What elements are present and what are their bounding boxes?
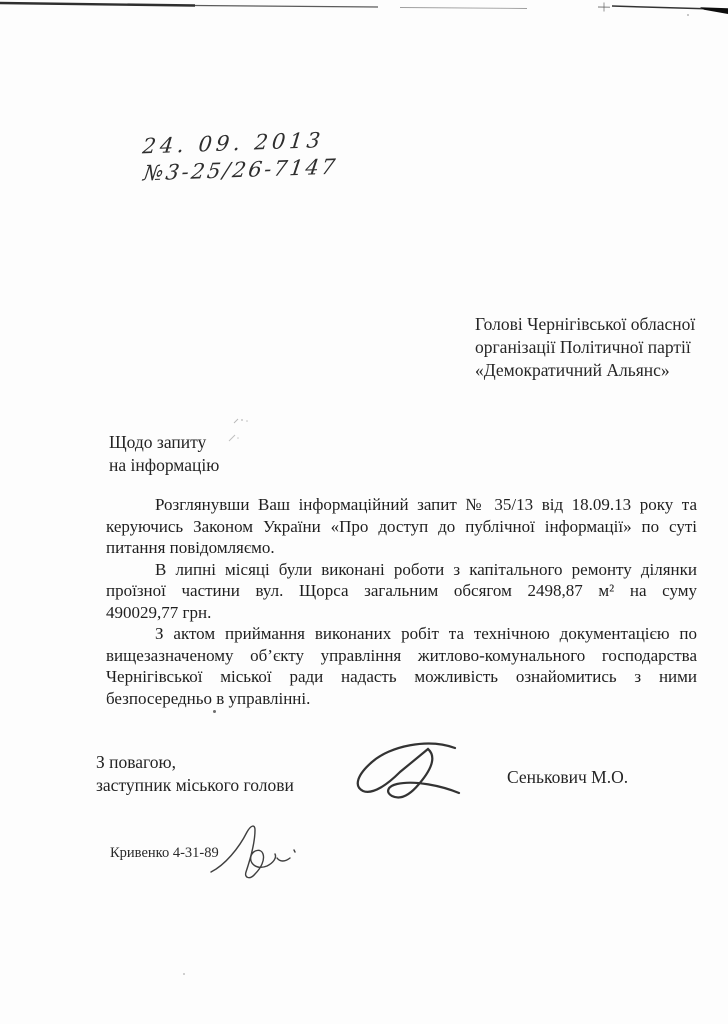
handwritten-ref-number: №3-25/26-7147 — [141, 154, 339, 186]
body-line: 490029,77 грн. — [106, 602, 212, 622]
closing-line: З повагою, — [96, 752, 176, 772]
body-line: З актом приймання виконаних робіт та технічною документацією по — [155, 624, 697, 643]
ink-dot-artifact — [213, 710, 216, 713]
recipient-line: Голові Чернігівської обласної — [475, 314, 696, 334]
body-line: керуючись Законом України «Про доступ до публічної інформації» по суті — [106, 516, 697, 536]
signer-title-line: заступник міського голови — [96, 774, 294, 795]
recipient-line: організації Політичної партії — [475, 337, 691, 357]
letter-body — [106, 494, 697, 709]
body-paragraph — [106, 623, 697, 709]
executor-note: Кривенко 4-31-89 — [110, 845, 219, 861]
body-line: питання повідомляємо. — [106, 538, 275, 557]
pencil-smudge-artifact — [224, 415, 260, 451]
body-line: В липні місяці були виконані роботи з капітального ремонту ділянки — [155, 559, 697, 579]
body-line: вищезазначеному об’єкту управління житлово-комунального господарства — [106, 645, 697, 665]
body-line: Розглянувши Ваш інформаційний запит № 35/13 від 18.09.13 року та — [155, 495, 697, 514]
subject-line: Щодо запиту — [109, 432, 207, 452]
handwritten-registration-block — [142, 128, 338, 186]
recipient-line: «Демократичний Альянс» — [475, 360, 670, 380]
signer-name: Сенькович М.О. — [507, 767, 629, 787]
recipient-block — [475, 313, 709, 382]
official-signature — [330, 736, 470, 804]
signoff-block — [96, 751, 294, 796]
body-line: безпосередньо в управлінні. — [106, 688, 311, 708]
speck-artifact — [183, 973, 185, 975]
scan-edge-artifact — [0, 0, 728, 22]
executor-initials-signature — [205, 820, 305, 882]
body-paragraph — [106, 559, 697, 624]
body-line: Чернігівської міської ради надасть можливість ознайомитись з ними — [106, 667, 697, 686]
body-paragraph — [106, 494, 697, 559]
subject-line: на інформацію — [109, 454, 220, 475]
subject-block — [109, 431, 219, 476]
handwritten-date: 24. 09. 2013 — [141, 128, 326, 159]
body-line: проїзної частини вул. Щорса загальним обсягом 2498,87 м² на суму — [106, 581, 697, 600]
